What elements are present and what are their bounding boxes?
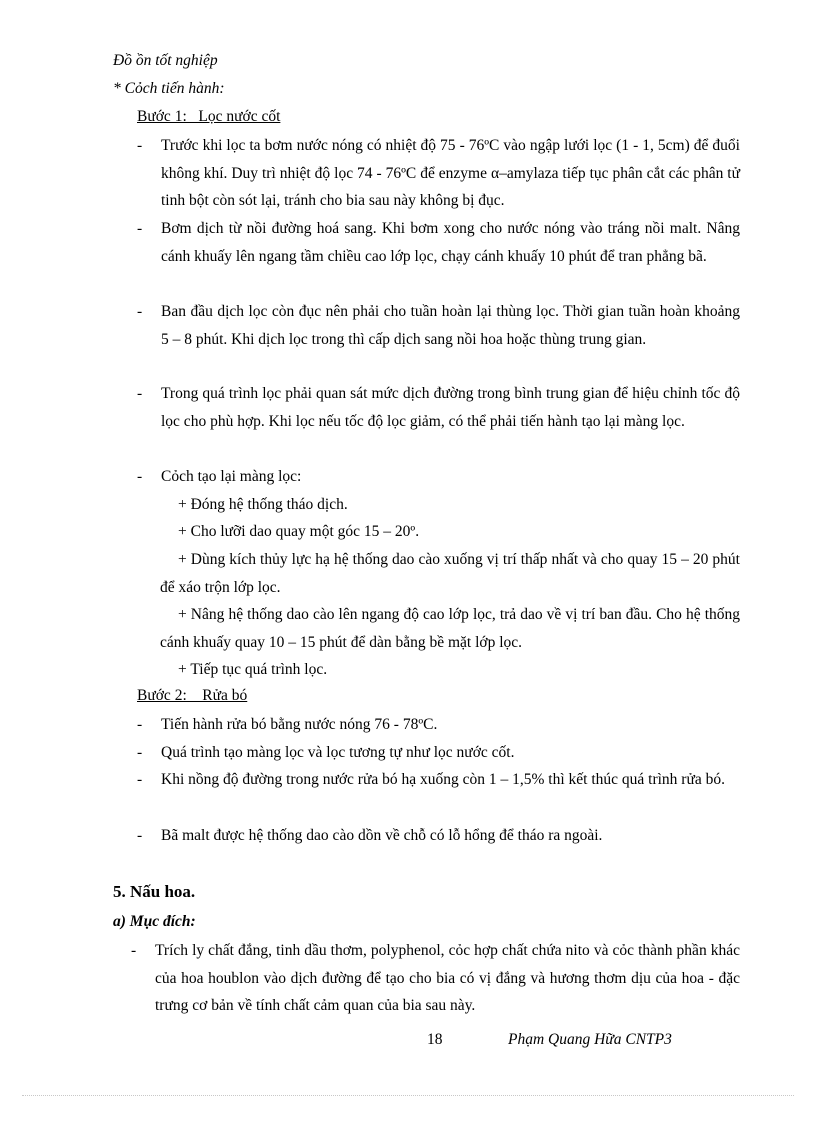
bullet-dash: - [137,827,143,844]
step1-bullet-1 [137,132,740,215]
step2-bullet-3 [137,766,740,794]
section-5-heading: 5. Nấu hoa. [113,882,196,901]
step2-heading: Bước 2: Rửa bó [137,687,248,704]
step2-bullet-1 [137,711,740,739]
footer-author: Phạm Quang Hữa CNTP3 [508,1031,672,1048]
step1-bullet-5-text: Cỏch tạo lại màng lọc: [161,468,302,485]
membrane-step-5: + Tiếp tục quá trình lọc. [178,661,328,678]
bullet-dash: - [137,744,143,761]
step2-bullet-2-text: Quá trình tạo màng lọc và lọc tương tự như lọc nước cốt. [161,744,515,761]
membrane-step-3: + Dùng kích thủy lực hạ hệ thống dao cào xuống vị trí thấp nhất và cho quay 15 – 20 phút để xáo trộn lớp lọc. [160,551,740,596]
membrane-step-4: + Nâng hệ thống dao cào lên ngang độ cao lớp lọc, trả dao về vị trí ban đầu. Cho hệ thống cánh khuấy quay 10 – 15 phút để dàn bằng bề mặt lớp lọc. [160,606,740,651]
step1-bullet-1-text: Trước khi lọc ta bơm nước nóng có nhiệt độ 75 - 76ºC vào ngập lưới lọc (1 - 1, 5cm) để đuổi không khí. Duy trì nhiệt độ lọc 74 - 76ºC để enzyme α–amylaza tiếp tục phân cắt các phân tử tinh bột còn sót lại, tránh cho bia sau này không bị đục. [161,137,740,209]
step1-bullet-3 [137,298,740,353]
step1-bullet-4 [137,380,740,435]
procedure-label: * Cỏch tiến hành: [113,80,225,97]
bullet-dash: - [137,303,143,320]
membrane-step-2: + Cho lưỡi dao quay một góc 15 – 20º. [178,523,420,540]
bullet-dash: - [137,385,143,402]
step1-bullet-5 [137,463,740,491]
section-5-bullet [131,937,740,1020]
step2-bullet-4-text: Bã malt được hệ thống dao cào dồn về chỗ có lỗ hổng để tháo ra ngoài. [161,827,603,844]
step1-bullet-3-text: Ban đầu dịch lọc còn đục nên phải cho tuần hoàn lại thùng lọc. Thời gian tuần hoàn khoảng 5 – 8 phút. Khi dịch lọc trong thì cấp dịch sang nồi hoa hoặc thùng trung gian. [161,303,740,348]
section-5-bullet-text: Trích ly chất đắng, tinh dầu thơm, polyphenol, cỏc hợp chất chứa nito và cỏc thành phần khác của hoa houblon vào dịch đường để tạo cho bia có vị đắng và hương thơm dịu của hoa - đặc trưng cơ bản về tính chất cảm quan của bia sau này. [155,942,740,1014]
document-header-title: Đồ ồn tốt nghiệp [113,52,218,69]
step1-bullet-2 [137,215,740,270]
step2-bullet-3-text: Khi nồng độ đường trong nước rửa bó hạ xuống còn 1 – 1,5% thì kết thúc quá trình rửa bó. [161,771,725,788]
step1-heading: Bước 1: Lọc nước cốt [137,108,281,125]
bullet-dash: - [137,137,143,154]
page-bottom-divider [22,1095,794,1096]
step1-bullet-2-text: Bơm dịch từ nồi đường hoá sang. Khi bơm xong cho nước nóng vào tráng nồi malt. Nâng cánh khuấy lên ngang tầm chiều cao lớp lọc, chạy cánh khuấy 10 phút để tran phẳng bã. [161,220,740,265]
step1-bullet-4-text: Trong quá trình lọc phải quan sát mức dịch đường trong bình trung gian để hiệu chỉnh tốc độ lọc cho phù hợp. Khi lọc nếu tốc độ lọc giảm, có thể phải tiến hành tạo lại màng lọc. [161,385,740,430]
step2-bullet-4 [137,822,740,850]
bullet-dash: - [137,716,143,733]
page-number: 18 [427,1031,443,1048]
bullet-dash: - [131,942,137,959]
bullet-dash: - [137,771,143,788]
bullet-dash: - [137,468,143,485]
step2-bullet-2 [137,739,740,767]
membrane-step-1: + Đóng hệ thống tháo dịch. [178,496,348,513]
bullet-dash: - [137,220,143,237]
section-5a-heading: a) Mục đích: [113,913,196,930]
step2-bullet-1-text: Tiến hành rửa bó bằng nước nóng 76 - 78ºC. [161,716,438,733]
